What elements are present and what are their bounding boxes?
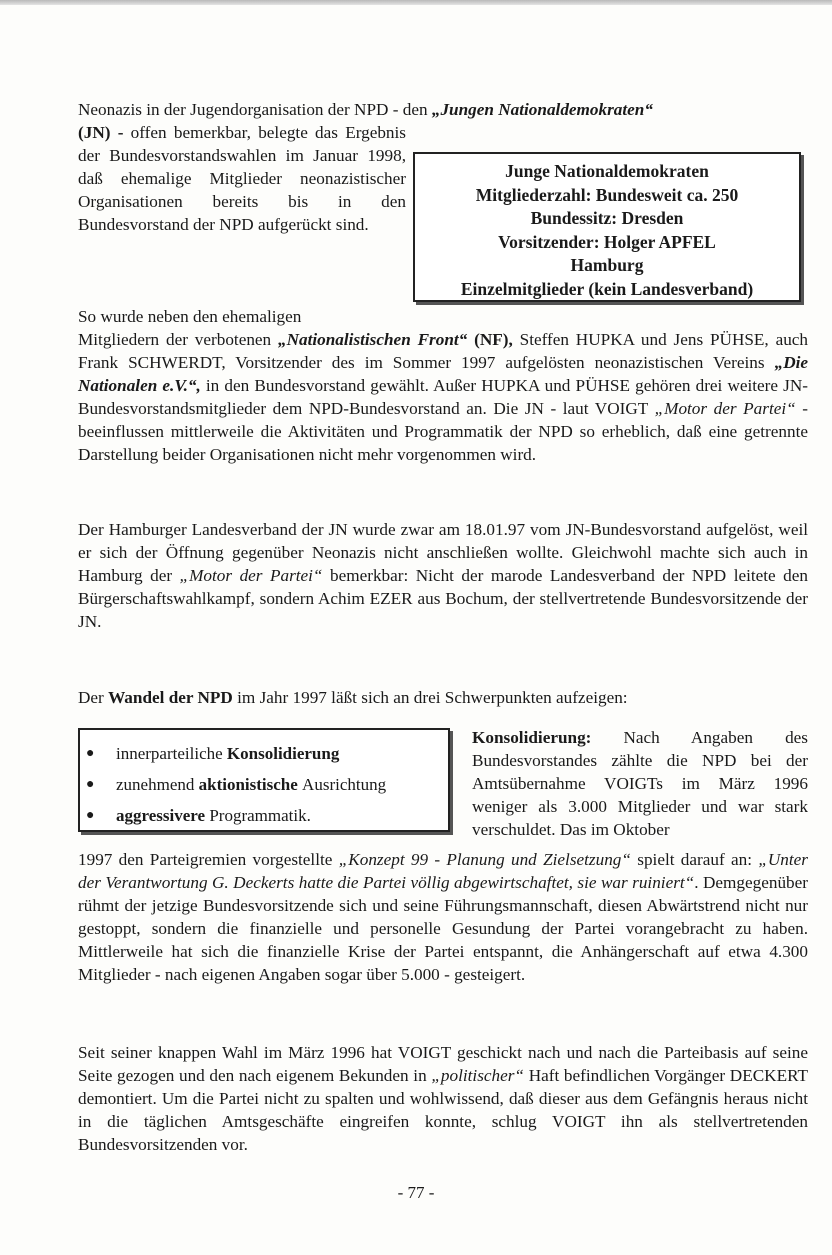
- paragraph-2-start: So wurde neben den ehemaligen: [78, 307, 302, 326]
- bullet-icon: ●: [86, 745, 95, 761]
- jn-info-box: [413, 152, 801, 302]
- box-line-3: Bundessitz: Dresden: [530, 208, 684, 228]
- bullet-icon: ●: [86, 807, 95, 823]
- paragraph-5-start: Konsolidierung: Nach Angaben des Bundesvorstandes zählte die NPD bei der Amtsübernahme VOIGTs im März 1996 weniger als 3.000 Mitglieder und war stark verschuldet. Das im Oktober: [472, 728, 808, 839]
- page-number: - 77 -: [397, 1183, 435, 1202]
- focus-item: ● aggressivere Programmatik.: [86, 805, 311, 825]
- focus-item: ● innerparteiliche Konsolidierung: [86, 743, 340, 763]
- box-line-6: Einzelmitglieder (kein Landesverband): [460, 278, 754, 299]
- paragraph-1-line-1: Neonazis in der Jugendorganisation der NPD - den „Jungen Nationaldemokraten“: [78, 100, 653, 119]
- box-line-5: Hamburg: [570, 255, 644, 275]
- paragraph-2-body: Mitgliedern der verbotenen „Nationalistischen Front“ (NF), Steffen HUPKA und Jens PÜHSE, auch Frank SCHWERDT, Vorsitzender des im Sommer 1997 aufgelösten neonazistischen Vereins „Die Nationalen e.V.“, in den Bundesvorstand gewählt. Außer HUPKA und PÜHSE gehören drei weitere JN-Bundesvorstandsmitglieder dem NPD-Bundesvorstand an. Die JN - laut VOIGT „Motor der Partei“ - beeinflussen mittlerweile die Aktivitäten und Programmatik der NPD so erheblich, daß eine getrennte Darstellung beider Organisationen nicht mehr vorgenommen wird.: [78, 330, 809, 464]
- paragraph-1-wrapped: (JN) - offen bemerkbar, belegte das Ergebnis der Bundesvorstandswahlen im Januar 1998, daß ehemalige Mitglieder neonazistischer Organisationen bereits bis in den Bundesvorstand der NPD aufgerückt sind.: [78, 123, 406, 234]
- paragraph-5-body: 1997 den Parteigremien vorgestellte „Konzept 99 - Planung und Zielsetzung“ spielt darauf an: „Unter der Verantwortung G. Deckerts hatte die Partei völlig abgewirtschaftet, sie war ruiniert“. Demgegenüber rühmt der jetzige Bundesvorsitzende sich und seine Führungsmannschaft, diesen Abwärtstrend nicht nur gestoppt, sondern die finanzielle und personelle Gesundung der Partei vorangebracht zu haben. Mittlerweile hat sich die finanzielle Krise der Partei entspannt, die Anhängerschaft auf etwa 4.300 Mitglieder - nach eigenen Angaben sogar über 5.000 - gesteigert.: [78, 850, 808, 984]
- bullet-icon: ●: [86, 776, 95, 792]
- box-line-4: Vorsitzender: Holger APFEL: [498, 231, 716, 252]
- focus-item: ● zunehmend aktionistische Ausrichtung: [86, 774, 387, 794]
- paragraph-3: Der Hamburger Landesverband der JN wurde zwar am 18.01.97 vom JN-Bundesvorstand aufgelöst, weil er sich der Öffnung gegenüber Neonazis nicht anschließen wollte. Gleichwohl machte sich auch in Hamburg der „Motor der Partei“ bemerkbar: Nicht der marode Landesverband der NPD leitete den Bürgerschaftswahlkampf, sondern Achim EZER aus Bochum, der stellvertretende Bundesvorsitzende der JN.: [78, 520, 808, 631]
- paragraph-4: Der Wandel der NPD im Jahr 1997 läßt sich an drei Schwerpunkten aufzeigen:: [78, 688, 628, 707]
- paragraph-6: Seit seiner knappen Wahl im März 1996 hat VOIGT geschickt nach und nach die Parteibasis auf seine Seite gezogen und den nach eigenem Bekunden in „politischer“ Haft befindlichen Vorgänger DECKERT demontiert. Um die Partei nicht zu spalten und wohlwissend, daß dieser aus dem Gefängnis heraus nicht in die täglichen Amtsgeschäfte eingreifen konnte, schlug VOIGT ihn als stellvertretenden Bundesvorsitzenden vor.: [78, 1043, 809, 1154]
- scan-top-edge: [0, 0, 832, 5]
- box-line-2: Mitgliederzahl: Bundesweit ca. 250: [475, 184, 739, 205]
- focus-points-box: [78, 728, 450, 832]
- box-line-1: Junge Nationaldemokraten: [505, 161, 709, 181]
